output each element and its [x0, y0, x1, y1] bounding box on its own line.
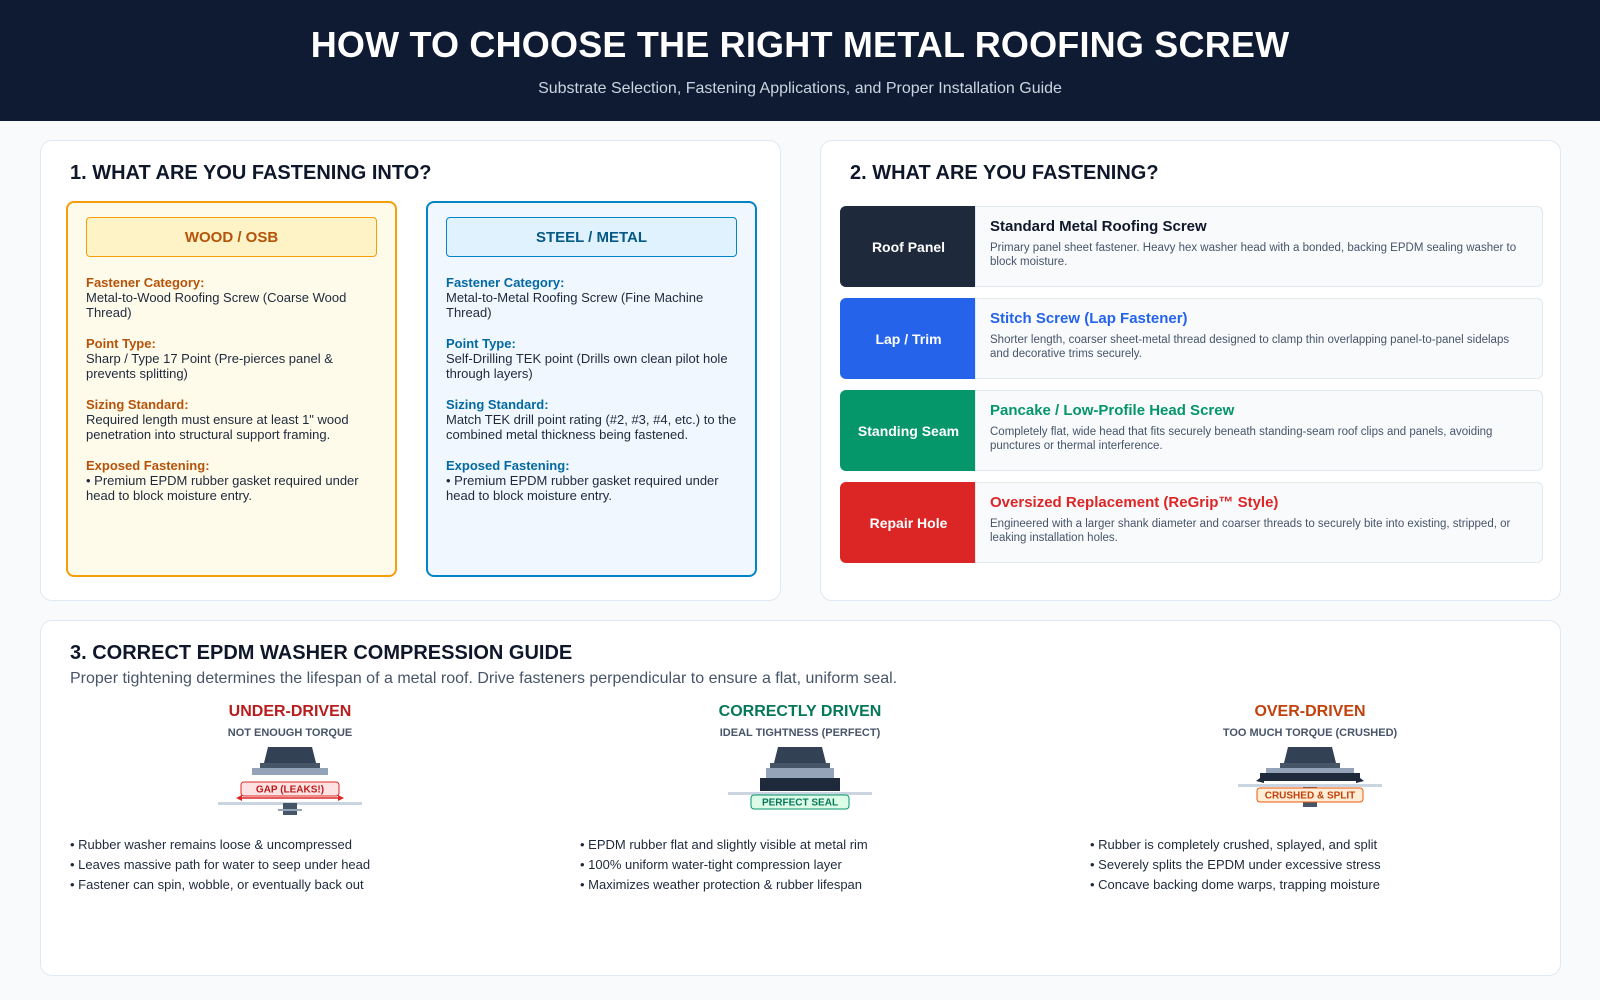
- wood-spec: [86, 458, 379, 503]
- bullet-item: • EPDM rubber flat and slightly visible at metal rim: [580, 837, 868, 852]
- column-subtitle: NOT ENOUGH TORQUE: [227, 727, 353, 739]
- spec-label: Point Type:: [446, 336, 516, 351]
- spec-value: Metal-to-Wood Roofing Screw (Coarse Wood Thread): [86, 290, 347, 320]
- bullet-item: • Rubber is completely crushed, splayed, and split: [1090, 837, 1378, 852]
- bullet-item: • Concave backing dome warps, trapping moisture: [1090, 877, 1380, 892]
- row-body: [975, 390, 1543, 471]
- application-row: [840, 482, 1543, 563]
- correctly-driven-bullets: [580, 835, 1020, 895]
- bullet-item: • Fastener can spin, wobble, or eventually back out: [70, 877, 364, 892]
- spec-value: Required length must ensure at least 1" wood penetration into structural support framing.: [86, 412, 349, 442]
- spec-label: Fastener Category:: [446, 275, 565, 290]
- column-subtitle: IDEAL TIGHTNESS (PERFECT): [719, 727, 881, 739]
- spec-label: Sizing Standard:: [86, 397, 189, 412]
- substrate-panel-title: 1. WHAT ARE YOU FASTENING INTO?: [70, 162, 432, 184]
- wood-card: [66, 201, 397, 577]
- spec-label: Exposed Fastening:: [446, 458, 570, 473]
- spec-value: • Premium EPDM rubber gasket required under head to block moisture entry.: [86, 473, 359, 503]
- wood-spec: [86, 397, 379, 442]
- under-driven-diagram: [218, 747, 362, 817]
- over-driven-column: [1090, 703, 1530, 943]
- page-header: [0, 0, 1600, 121]
- over-driven-diagram: [1238, 747, 1382, 817]
- correctly-driven-diagram: [728, 747, 872, 817]
- application-panel: [820, 140, 1561, 601]
- under-driven-column: [70, 703, 510, 943]
- row-body: [975, 206, 1543, 287]
- page-title: HOW TO CHOOSE THE RIGHT METAL ROOFING SCREW: [310, 24, 1290, 65]
- application-panel-title: 2. WHAT ARE YOU FASTENING?: [850, 162, 1159, 184]
- column-title: OVER-DRIVEN: [1254, 703, 1366, 720]
- under-driven-bullets: [70, 835, 510, 895]
- row-title: Stitch Screw (Lap Fastener): [990, 310, 1188, 327]
- compression-intro: Proper tightening determines the lifespan of a metal roof. Drive fasteners perpendicular to ensure a flat, uniform seal.: [70, 670, 898, 687]
- gap-badge: GAP (LEAKS!): [255, 784, 325, 796]
- row-description: Shorter length, coarser sheet-metal thread designed to clamp thin overlapping panel-to-panel sidelaps and decorative trims securely.: [990, 334, 1510, 360]
- spec-value: Sharp / Type 17 Point (Pre-pierces panel & prevents splitting): [86, 351, 333, 381]
- spec-value: • Premium EPDM rubber gasket required under head to block moisture entry.: [446, 473, 719, 503]
- row-description: Engineered with a larger shank diameter and coarser threads to securely bite into existing, stripped, or leaking installation holes.: [990, 518, 1511, 544]
- compression-panel: [40, 620, 1561, 976]
- row-description: Primary panel sheet fastener. Heavy hex washer head with a bonded, backing EPDM sealing washer to block moisture.: [990, 242, 1517, 268]
- steel-spec: [446, 275, 739, 320]
- over-driven-bullets: [1090, 835, 1530, 895]
- row-tag: Standing Seam: [840, 390, 977, 471]
- wood-spec: [86, 336, 379, 381]
- bullet-item: • Rubber washer remains loose & uncompressed: [70, 837, 353, 852]
- column-subtitle: TOO MUCH TORQUE (CRUSHED): [1222, 727, 1398, 739]
- spec-value: Self-Drilling TEK point (Drills own clean pilot hole through layers): [446, 351, 728, 381]
- row-title: Oversized Replacement (ReGrip™ Style): [990, 494, 1279, 511]
- steel-spec: [446, 336, 739, 381]
- spec-label: Fastener Category:: [86, 275, 205, 290]
- correctly-driven-column: [580, 703, 1020, 943]
- wood-card-heading: WOOD / OSB: [86, 217, 377, 257]
- bullet-item: • Maximizes weather protection & rubber lifespan: [580, 877, 863, 892]
- row-tag: Repair Hole: [840, 482, 977, 563]
- steel-card: [426, 201, 757, 577]
- perfect-seal-badge: PERFECT SEAL: [761, 797, 839, 809]
- column-title: UNDER-DRIVEN: [228, 703, 352, 720]
- row-tag: Roof Panel: [840, 206, 977, 287]
- steel-card-heading: STEEL / METAL: [446, 217, 737, 257]
- application-row: [840, 206, 1543, 287]
- application-row: [840, 298, 1543, 379]
- row-body: [975, 298, 1543, 379]
- page-subtitle: Substrate Selection, Fastening Applications, and Proper Installation Guide: [538, 80, 1062, 97]
- substrate-panel: [40, 140, 781, 601]
- spec-label: Point Type:: [86, 336, 156, 351]
- steel-spec: [446, 458, 739, 503]
- row-body: [975, 482, 1543, 563]
- row-title: Standard Metal Roofing Screw: [990, 218, 1207, 235]
- compression-panel-title: 3. CORRECT EPDM WASHER COMPRESSION GUIDE: [70, 642, 573, 664]
- row-tag: Lap / Trim: [840, 298, 977, 379]
- row-description: Completely flat, wide head that fits securely beneath standing-seam roof clips and panels, avoiding punctures or thermal interference.: [990, 426, 1493, 452]
- spec-value: Match TEK drill point rating (#2, #3, #4, etc.) to the combined metal thickness being fastened.: [446, 412, 737, 442]
- crushed-badge: CRUSHED & SPLIT: [1264, 790, 1356, 802]
- application-row: [840, 390, 1543, 471]
- column-title: CORRECTLY DRIVEN: [718, 703, 882, 720]
- spec-label: Exposed Fastening:: [86, 458, 210, 473]
- steel-spec: [446, 397, 739, 442]
- bullet-item: • 100% uniform water-tight compression layer: [580, 857, 842, 872]
- bullet-item: • Severely splits the EPDM under excessive stress: [1090, 857, 1381, 872]
- spec-label: Sizing Standard:: [446, 397, 549, 412]
- wood-spec: [86, 275, 379, 320]
- bullet-item: • Leaves massive path for water to seep under head: [70, 857, 371, 872]
- row-title: Pancake / Low-Profile Head Screw: [990, 402, 1235, 419]
- spec-value: Metal-to-Metal Roofing Screw (Fine Machine Thread): [446, 290, 704, 320]
